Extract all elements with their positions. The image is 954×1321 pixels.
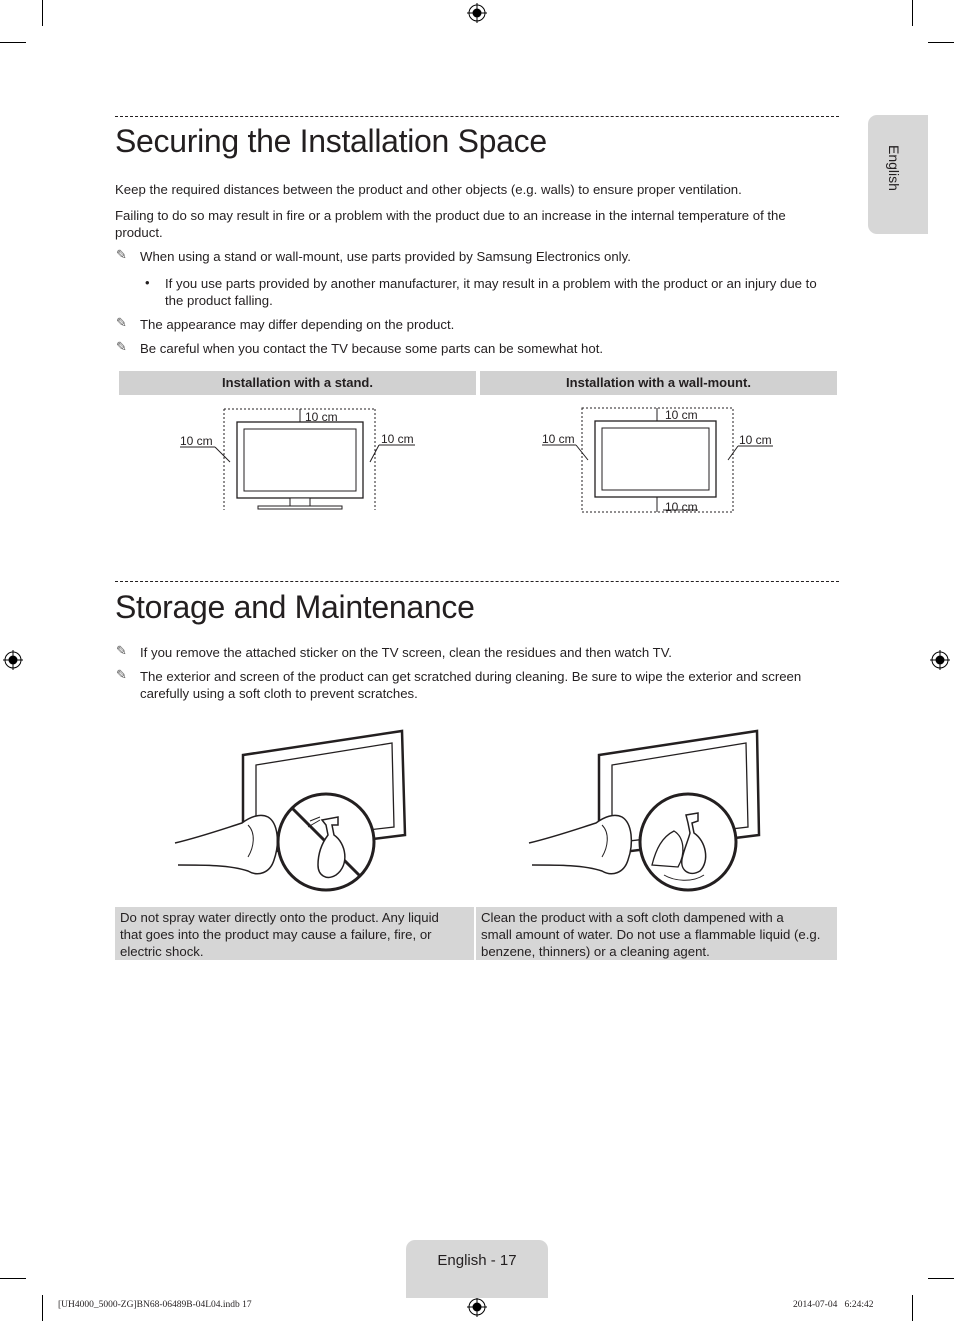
dimension-label: 10 cm — [542, 432, 575, 446]
wall-mount-clearance-diagram — [540, 400, 780, 518]
caption-line: electric shock. — [120, 944, 204, 959]
crop-mark — [0, 1278, 26, 1279]
note-text: If you remove the attached sticker on the TV screen, clean the residues and then watch TV. — [140, 645, 672, 660]
damp-cloth-illustration — [524, 725, 764, 895]
language-tab — [868, 115, 928, 234]
registration-mark-icon — [467, 3, 487, 23]
dimension-label: 10 cm — [665, 408, 698, 422]
paragraph: Keep the required distances between the product and other objects (e.g. walls) to ensure proper ventilation. — [115, 182, 742, 197]
registration-mark-icon — [3, 650, 23, 670]
caption-line: small amount of water. Do not use a flammable liquid (e.g. — [481, 927, 821, 942]
note-text: carefully using a soft cloth to prevent scratches. — [140, 686, 418, 701]
table-header-wall: Installation with a wall-mount. — [480, 371, 837, 395]
registration-mark-icon — [930, 650, 950, 670]
section-divider — [115, 581, 839, 582]
crop-mark — [928, 1278, 954, 1279]
pencil-note-icon: ✎ — [116, 248, 127, 263]
note-text: When using a stand or wall-mount, use parts provided by Samsung Electronics only. — [140, 249, 631, 264]
dimension-label: 10 cm — [180, 434, 213, 448]
paragraph: Failing to do so may result in fire or a problem with the product due to an increase in the internal temperature of the — [115, 208, 786, 223]
crop-mark — [912, 1295, 913, 1321]
dimension-label: 10 cm — [739, 433, 772, 447]
caption-line: Clean the product with a soft cloth dampened with a — [481, 910, 784, 925]
caption-line: Do not spray water directly onto the product. Any liquid — [120, 910, 439, 925]
section-title-installation: Securing the Installation Space — [115, 123, 547, 159]
pencil-note-icon: ✎ — [116, 316, 127, 331]
dimension-label: 10 cm — [665, 500, 698, 514]
note-text: The exterior and screen of the product can get scratched during cleaning. Be sure to wipe the exterior and screen — [140, 669, 802, 684]
bullet-icon: • — [145, 275, 150, 290]
crop-mark — [0, 42, 26, 43]
crop-mark — [42, 1295, 43, 1321]
bullet-text: the product falling. — [165, 293, 273, 308]
dimension-label: 10 cm — [305, 410, 338, 424]
stand-clearance-diagram — [170, 400, 430, 515]
bullet-text: If you use parts provided by another manufacturer, it may result in a problem with the product or an injury due to — [165, 276, 817, 291]
crop-mark — [912, 0, 913, 26]
language-tab-label: English — [886, 145, 902, 191]
caption-line: benzene, thinners) or a cleaning agent. — [481, 944, 710, 959]
dimension-label: 10 cm — [381, 432, 414, 446]
section-divider — [115, 116, 839, 117]
print-file-info: [UH4000_5000-ZG]BN68-06489B-04L04.indb 17 — [58, 1300, 252, 1310]
no-spray-illustration — [170, 725, 410, 895]
pencil-note-icon: ✎ — [116, 644, 127, 659]
caption-no-spray — [115, 907, 474, 960]
crop-mark — [42, 0, 43, 26]
table-header-stand: Installation with a stand. — [119, 371, 476, 395]
caption-line: that goes into the product may cause a failure, fire, or — [120, 927, 432, 942]
note-text: The appearance may differ depending on the product. — [140, 317, 455, 332]
section-title-storage: Storage and Maintenance — [115, 589, 475, 625]
pencil-note-icon: ✎ — [116, 668, 127, 683]
crop-mark — [928, 42, 954, 43]
page-number-box — [406, 1240, 548, 1298]
pencil-note-icon: ✎ — [116, 340, 127, 355]
note-text: Be careful when you contact the TV because some parts can be somewhat hot. — [140, 341, 604, 356]
registration-mark-icon — [467, 1297, 487, 1317]
page-number: English - 17 — [437, 1252, 517, 1269]
caption-damp-cloth — [476, 907, 837, 960]
print-timestamp: 2014-07-04 6:24:42 — [793, 1300, 874, 1310]
paragraph: product. — [115, 225, 163, 240]
